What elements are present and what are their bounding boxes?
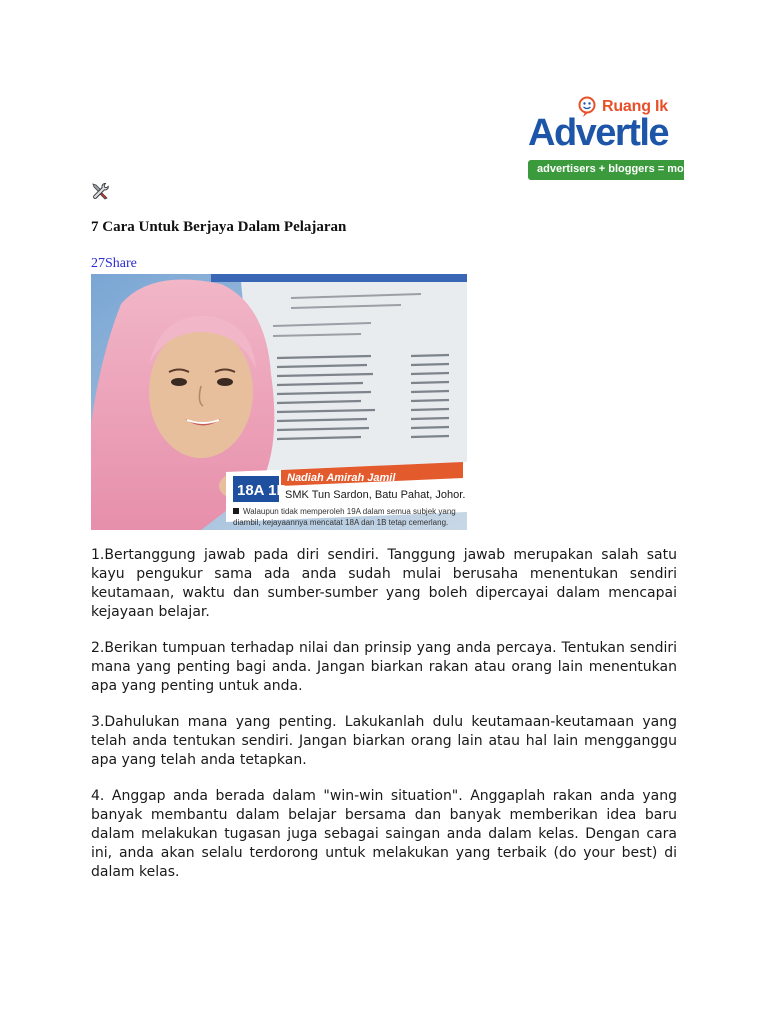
photo-grade: 18A 1B: [237, 482, 288, 499]
photo-caption-line2: diambil, kejayaannya mencatat 18A dan 1B tetap cemerlang.: [233, 518, 449, 527]
paragraph-3: 3.Dahulukan mana yang penting. Lakukanlah dulu keutamaan-keutamaan yang telah anda tentukan sendiri. Jangan biarkan orang lain atau hal lain mengganggu apa yang telah anda tetapkan.: [91, 714, 677, 768]
advertlets-logo: [528, 96, 684, 182]
paragraph-1: 1.Bertanggung jawab pada diri sendiri. Tanggung jawab merupakan salah satu kayu pengukur sama ada anda sudah mulai berusaha menentukan sendiri keutamaan, waktu dan sumber-sumber yang boleh dipercayai dalam mencapai kejayaan belajar.: [91, 547, 677, 620]
article-photo: [91, 274, 467, 530]
photo-name: Nadiah Amirah Jamil: [287, 472, 396, 484]
logo-brand-text: Advertle: [528, 112, 669, 154]
share-link[interactable]: 27Share: [91, 256, 137, 271]
paragraph-2: 2.Berikan tumpuan terhadap nilai dan prinsip yang anda percaya. Tentukan sendiri mana yang penting bagi anda. Jangan biarkan rakan atau orang lain menentukan apa yang penting untuk anda.: [91, 640, 677, 694]
logo-tagline: advertisers + bloggers = mo: [537, 163, 684, 175]
photo-caption-line1: Walaupun tidak memperoleh 19A dalam semua subjek yang: [243, 507, 456, 516]
logo-ruang-text: Ruang Ik: [602, 98, 668, 115]
photo-illustration: [91, 274, 467, 530]
paragraph-4: 4. Anggap anda berada dalam "win-win situation". Anggaplah rakan anda yang banyak membantu dalam belajar bersama dan banyak memberikan idea baru dalam melakukan tugasan juga sebagai saingan anda dalam kelas. Dengan cara ini, anda akan selalu terdorong untuk melakukan yang terbaik (do your best) di dalam kelas.: [91, 788, 677, 880]
logo-tagline-bar: [528, 160, 684, 180]
article-body: [91, 546, 677, 899]
wrench-screwdriver-icon: [91, 182, 109, 200]
article-title: 7 Cara Untuk Berjaya Dalam Pelajaran: [91, 219, 347, 235]
photo-school: SMK Tun Sardon, Batu Pahat, Johor.: [285, 489, 466, 501]
